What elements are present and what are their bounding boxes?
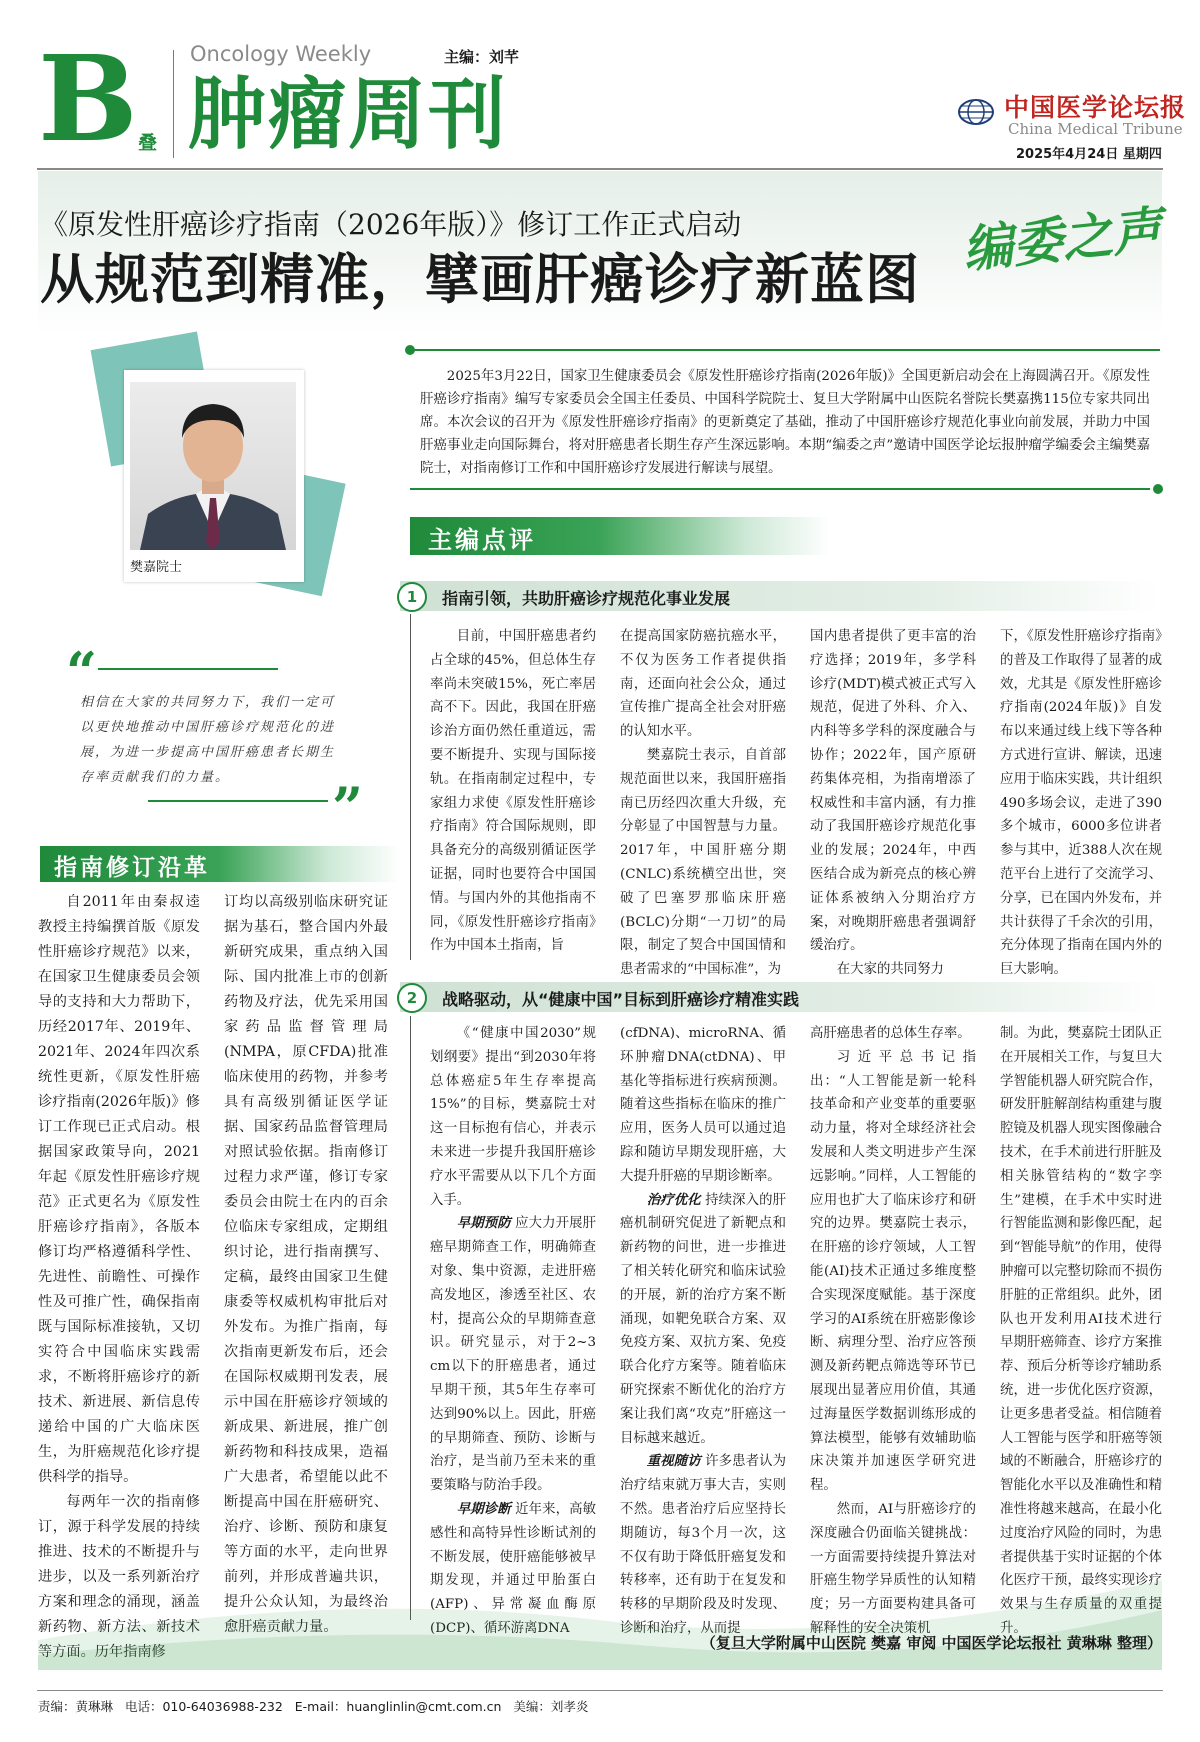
paragraph: 下，《原发性肝癌诊疗指南》的普及工作取得了显著的成效，尤其是《原发性肝癌诊疗指南(2024年版)》自发布以来通过线上线下等各种方式进行宣讲、解读，迅速应用于临床实践，共计组织490多场会议，走进了390多个城市，6000多位讲者参与其中，近388人次在规范平台上进行了交流学习、分享，已在国内外发布，并共计获得了千余次的引用，充分体现了指南在国内外的巨大影响。: [1000, 629, 1162, 978]
paragraph: 制。为此，樊嘉院士团队正在开展相关工作，与复旦大学智能机器人研究院合作，研发肝脏解剖结构重建与腹腔镜及机器人现实图像融合技术，在手术前进行肝脏及相关脉管结构的“数字孪生”建模，在手术中实时进行智能监测和影像匹配，起到“智能导航”的作用，使得肿瘤可以完整切除而不损伤肝脏的正常组织。此外，团队也开发利用AI技术进行早期肝癌筛查、诊疗方案推荐、预后分析等诊疗辅助系统，进一步优化医疗资源，让更多患者受益。相信随着人工智能与医学和肝癌等领域的不断融合，肝癌诊疗的智能化水平以及准确性和精准性将越来越高，在最小化过度治疗风险的同时，为患者提供基于实时证据的个体化医疗干预，最终实现诊疗效果与生存质量的双重提升。: [1000, 1026, 1162, 1636]
paragraph: 然而，AI与肝癌诊疗的深度融合仍面临关键挑战：一方面需要持续提升算法对肝癌生物学异质性的认知精度；另一方面要构建具备可解释性的安全决策机: [810, 1501, 976, 1636]
section-letter: B: [38, 29, 138, 168]
run-in-heading: 早期诊断: [456, 1500, 511, 1517]
section-sub: 叠: [138, 132, 158, 154]
paragraph-text: 近年来，高敏感性和高特异性诊断试剂的不断发展，使肝癌能够被早期发现，并通过甲胎蛋白(AFP)、异常凝血酶原(DCP)、循环游离DNA: [430, 1501, 597, 1636]
editor-credit: （复旦大学附属中山医院 樊嘉 审阅 中国医学论坛报社 黄琳琳 整理）: [700, 1634, 1162, 1652]
footer-email: E-mail：huanglinlin@cmt.com.cn: [294, 1699, 502, 1714]
headline-title: 从规范到精准，擘画肝癌诊疗新蓝图: [40, 248, 920, 311]
paragraph: 樊嘉院士表示，自首部规范面世以来，我国肝癌指南已历经四次重大升级，充分彰显了中国智慧与力量。2017年，中国肝癌分期(CNLC)系统横空出世，突破了巴塞罗那临床肝癌(BCLC)分期“一刀切”的局限，制定了契合中国国情和患者需求的“中国标准”，为: [620, 747, 786, 978]
subsection-number-2: 2: [397, 983, 427, 1013]
paragraph-text: 许多患者认为治疗结束就万事大吉，实则不然。患者治疗后应坚持长期随访，每3个月一次，这不仅有助于降低肝癌复发和转移率，还有助于在复发和转移的早期阶段及时发现、诊断和治疗，从而提: [620, 1454, 787, 1636]
run-in-heading: 治疗优化: [646, 1191, 701, 1208]
s1-column-3: [810, 625, 976, 982]
paragraph: 自2011年由秦叔逵教授主持编撰首版《原发性肝癌诊疗规范》以来，在国家卫生健康委员会领导的支持和大力帮助下，历经2017年、2019年、2021年、2024年四次系统性更新，《原发性肝癌诊疗指南(2026年版)》修订工作现已正式启动。根据国家政策导向，2021年起《原发性肝癌诊疗规范》正式更名为《原发性肝癌诊疗指南》，各版本修订均严格遵循科学性、先进性、前瞻性、可操作性及可推广性，确保指南既与国际标准接轨，又切实符合中国临床实践需求，不断将肝癌诊疗的新技术、新进展、新信息传递给中国的广大临床医生，为肝癌规范化诊疗提供科学的指导。: [38, 894, 200, 1485]
masthead-divider: [173, 50, 174, 158]
main-section-title: 主编点评: [428, 525, 536, 554]
subsection-title-1: 指南引领，共助肝癌诊疗规范化事业发展: [442, 589, 731, 608]
s1-column-4: [1000, 625, 1162, 982]
paragraph: 习近平总书记指出：“人工智能是新一轮科技革命和产业变革的重要驱动力量，将对全球经济社会发展和人类文明进步产生深远影响。”同样，人工智能的应用也扩大了临床诊疗和研究的边界。樊嘉院士表示，在肝癌的诊疗领域，人工智能(AI)技术正通过多维度整合实现深度赋能。基于深度学习的AI系统在肝癌影像诊断、病理分型、治疗应答预测及新药靶点筛选等环节已展现出显著应用价值，其通过海量医学数据训练形成的算法模型，能够有效辅助临床决策并加速医学研究进程。: [810, 1049, 976, 1494]
s1-column-2: [620, 625, 786, 982]
s1-column-1: [430, 625, 596, 958]
publisher-logo-cn: 中国医学论坛报: [1004, 93, 1187, 122]
quote-rule: [98, 668, 278, 670]
issue-date: 2025年4月24日 星期四: [1016, 147, 1162, 162]
footer-phone: 电话：010-64036988-232: [124, 1699, 283, 1714]
paragraph: 高肝癌患者的总体生存率。: [810, 1026, 971, 1041]
english-title: Oncology Weekly: [190, 42, 372, 66]
chief-editor: 主编：刘芊: [444, 48, 520, 66]
footer-editor: 责编：黄琳琳: [38, 1699, 114, 1714]
footer-info: [38, 1697, 588, 1715]
main-section-header: [410, 517, 830, 555]
masthead-title: 肿瘤周刊: [188, 70, 509, 160]
footer-rule: [37, 1690, 1163, 1691]
run-in-heading: 重视随访: [646, 1453, 701, 1470]
left-section-title: 指南修订沿革: [54, 854, 210, 881]
run-in-heading: 早期预防: [456, 1215, 511, 1232]
paragraph: 在提高国家防癌抗癌水平，不仅为医务工作者提供指南，还面向社会公众，通过宣传推广提高全社会对肝癌的认知水平。: [620, 629, 786, 740]
subsection-title-2: 战略驱动，从“健康中国”目标到肝癌诊疗精准实践: [442, 990, 800, 1009]
rule-dot: [1153, 484, 1163, 494]
paragraph-text: 应大力开展肝癌早期筛查工作，明确筛查对象、集中资源，走进肝癌高发地区，渗透至社区、农村，提高公众的早期筛查意识。研究显示，对于2~3 cm以下的肝癌患者，通过早期干预，其5年生存率可达到90%以上。因此，肝癌的早期筛查、预防、诊断与治疗，是当前乃至未来的重要策略与防治手段。: [430, 1216, 597, 1494]
subsection-number-1: 1: [397, 582, 427, 612]
intro-top-rule: [410, 349, 1160, 351]
quote-rule: [148, 800, 328, 802]
paragraph: 订均以高级别临床研究证据为基石，整合国内外最新研究成果，重点纳入国际、国内批准上市的创新药物及疗法，优先采用国家药品监督管理局(NMPA，原CFDA)批准临床使用的药物，并参考具有高级别循证医学证据、国家药品监督管理局对照试验依据。指南修订过程力求严谨，修订专家委员会由院士在内的百余位临床专家组成，定期组织讨论，进行指南撰写、定稿，最终由国家卫生健康委等权威机构审批后对外发布。为推广指南，每次指南更新发布后，还会在国际权威期刊发表，展示中国在肝癌诊疗领域的新成果、新进展，推广创新药物和科技成果，造福广大患者，希望能以此不断提高中国在肝癌研究、治疗、诊断、预防和康复等方面的水平，走向世界前列，并形成普遍共识，提升公众认知，为最终治愈肝癌贡献力量。: [224, 894, 388, 1635]
paragraph: 《“健康中国2030”规划纲要》提出“到2030年将总体癌症5年生存率提高15%”的目标，樊嘉院士对这一目标抱有信心，并表示未来进一步提升我国肝癌诊疗水平需要从以下几个方面入手。: [430, 1026, 596, 1208]
close-quote-icon: ”: [332, 775, 364, 839]
globe-logo-icon: [956, 98, 996, 126]
intro-bottom-rule: [410, 488, 1150, 490]
portrait-photo: [130, 382, 296, 550]
footer-designer: 美编：刘孝炎: [513, 1699, 589, 1714]
paragraph: (cfDNA)、microRNA、循环肿瘤DNA(ctDNA)、甲基化等指标进行疾病预测。随着这些指标在临床的推广应用，医务人员可以通过追踪和随访早期发现肝癌，大大提升肝癌的早期诊断率。: [620, 1026, 786, 1184]
left-section-header: [40, 846, 400, 882]
intro-text: 2025年3月22日，国家卫生健康委员会《原发性肝癌诊疗指南(2026年版)》全国更新启动会在上海圆满召开。《原发性肝癌诊疗指南》编写专家委员会全国主任委员、中国科学院院士、复旦大学附属中山医院名誉院长樊嘉携115位专家共同出席。本次会议的召开为《原发性肝癌诊疗指南》的更新奠定了基础，推动了中国肝癌诊疗规范化事业向前发展，并助力中国肝癌事业走向国际舞台，将对肝癌患者长期生存产生深远影响。本期“编委之声”邀请中国医学论坛报肿瘤学编委会主编樊嘉院士，对指南修订工作和中国肝癌诊疗发展进行解读与展望。: [420, 369, 1150, 476]
person-image: [130, 382, 296, 550]
paragraph: 国内患者提供了更丰富的治疗选择；2019年，多学科诊疗(MDT)模式被正式写入规范，促进了外科、介入、内科等多学科的深度融合与协作；2022年，国产原研药集体亮相，为指南增添了权威性和丰富内涵，有力推动了我国肝癌诊疗规范化事业的发展；2024年，中西医结合成为新亮点的核心辨证体系被纳入分期治疗方案，对晚期肝癌患者强调舒缓治疗。: [810, 629, 976, 954]
publisher-logo-en: China Medical Tribune: [1008, 120, 1183, 138]
paragraph-text: 持续深入的肝癌机制研究促进了新靶点和新药物的问世，进一步推进了相关转化研究和临床试验的开展，新的治疗方案不断涌现，如靶免联合方案、双免疫方案、双抗方案、免疫联合化疗方案等。随着临床研究探索不断优化的治疗方案让我们离“攻克”肝癌这一目标越来越近。: [620, 1192, 787, 1446]
open-quote-icon: “: [66, 640, 98, 704]
column-tag: 编委之声: [959, 199, 1165, 280]
masthead-rule: [37, 168, 1163, 170]
paragraph: 目前，中国肝癌患者约占全球的45%，但总体生存率尚未突破15%，死亡率居高不下。因此，我国在肝癌诊治方面仍然任重道远，需要不断提升、实现与国际接轨。在指南制定过程中，专家组力求使《原发性肝癌诊疗指南》符合国际规则，即具备充分的高级别循证医学证据，同时也要符合中国国情。与国内外的其他指南不同，《原发性肝癌诊疗指南》作为中国本土指南，旨: [430, 629, 596, 954]
paragraph: 在大家的共同努力: [836, 962, 944, 978]
paragraph: 每两年一次的指南修订，源于科学发展的持续推进、技术的不断提升与进步，以及一系列新治疗方案和理念的涌现，涵盖新药物、新方法、新技术等方面。历年指南修: [38, 1494, 200, 1660]
portrait-card: [124, 370, 304, 582]
subsection-side-rule: [410, 614, 411, 960]
portrait-caption: 樊嘉院士: [130, 560, 183, 575]
headline-subtitle: 《原发性肝癌诊疗指南（2026年版）》修订工作正式启动: [40, 208, 742, 241]
intro-paragraph: [420, 365, 1150, 480]
pull-quote: 相信在大家的共同努力下，我们一定可以更快地推动中国肝癌诊疗规范化的进展，为进一步提高中国肝癌患者长期生存率贡献我们的力量。: [80, 695, 336, 785]
